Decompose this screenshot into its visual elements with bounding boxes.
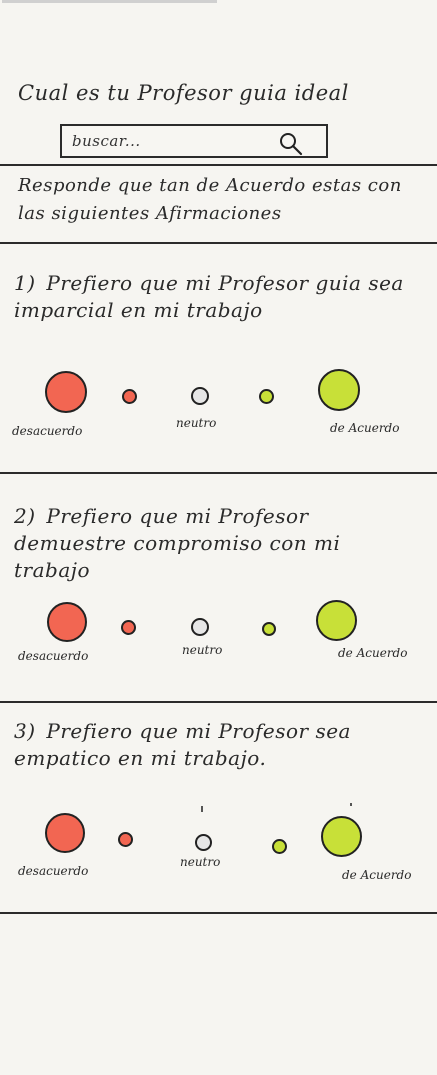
question-1 — [14, 270, 419, 324]
option-strongly-agree[interactable] — [318, 369, 360, 411]
scale-label-neutral: neutro — [182, 643, 223, 657]
question-text: Prefiero que mi Profesor demuestre compromiso con mi trabajo — [14, 504, 341, 582]
option-agree[interactable] — [259, 389, 274, 404]
top-edge-mark — [2, 0, 217, 3]
question-3 — [14, 718, 419, 772]
divider — [0, 472, 437, 474]
scale-label-neutral: neutro — [176, 416, 217, 430]
question-text: Prefiero que mi Profesor sea empatico en mi trabajo. — [14, 719, 351, 770]
question-number: 3) — [14, 719, 36, 743]
option-neutral[interactable] — [195, 834, 212, 851]
scale-label-agree: de Acuerdo — [338, 646, 408, 660]
scale-label-disagree: desacuerdo — [18, 864, 89, 878]
option-strongly-disagree[interactable] — [45, 813, 85, 853]
search-input[interactable]: buscar... — [72, 132, 141, 150]
question-number: 2) — [14, 504, 36, 528]
option-agree[interactable] — [262, 622, 276, 636]
option-disagree[interactable] — [121, 620, 136, 635]
question-text: Prefiero que mi Profesor guia sea imparcial en mi trabajo — [14, 271, 404, 322]
scale-label-agree: de Acuerdo — [342, 868, 412, 882]
scale-label-disagree: desacuerdo — [18, 649, 89, 663]
option-strongly-disagree[interactable] — [45, 371, 87, 413]
question-2 — [14, 503, 419, 584]
option-strongly-disagree[interactable] — [47, 602, 87, 642]
instructions-text: Responde que tan de Acuerdo estas con las siguientes Afirmaciones — [18, 175, 402, 224]
stray-mark — [201, 806, 203, 812]
search-bar[interactable] — [60, 124, 328, 158]
question-number: 1) — [14, 271, 36, 295]
option-strongly-agree[interactable] — [316, 600, 357, 641]
option-strongly-agree[interactable] — [321, 816, 362, 857]
divider — [0, 164, 437, 166]
option-disagree[interactable] — [122, 389, 137, 404]
option-agree[interactable] — [272, 839, 287, 854]
scale-label-agree: de Acuerdo — [330, 421, 400, 435]
page-title: Cual es tu Profesor guia ideal — [18, 81, 349, 105]
option-disagree[interactable] — [118, 832, 133, 847]
scale-label-disagree: desacuerdo — [12, 424, 83, 438]
option-neutral[interactable] — [191, 618, 209, 636]
divider — [0, 242, 437, 244]
search-icon[interactable] — [278, 131, 304, 157]
stray-mark — [350, 803, 352, 806]
option-neutral[interactable] — [191, 387, 209, 405]
divider — [0, 912, 437, 914]
scale-label-neutral: neutro — [180, 855, 221, 869]
divider — [0, 701, 437, 703]
